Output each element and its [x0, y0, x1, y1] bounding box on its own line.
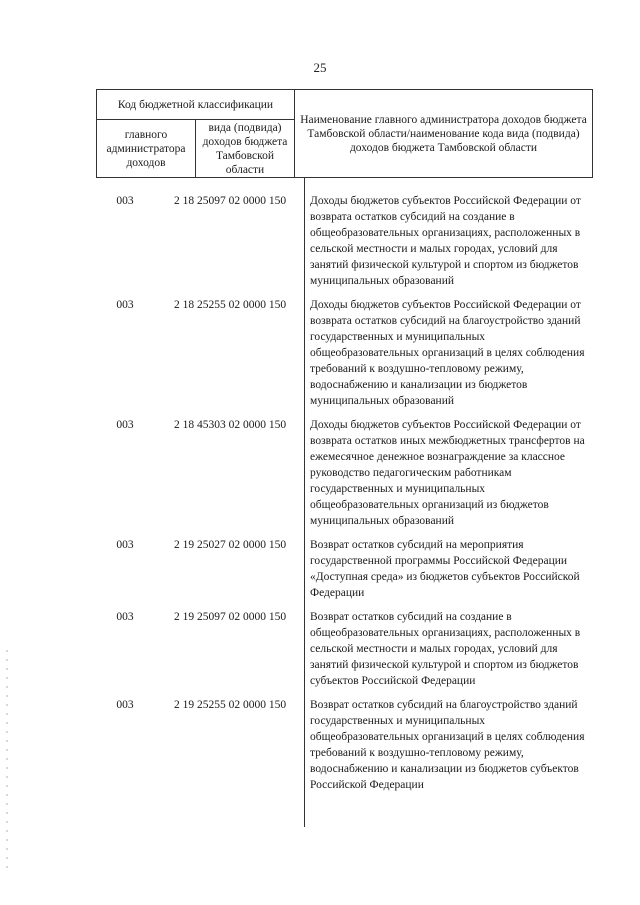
revenue-name-cell: Возврат остатков субсидий на мероприятия государственной программы Российской Федерации «Доступная среда» из бюджетов субъектов Российской Федерации [310, 539, 580, 599]
revenue-name-cell: Доходы бюджетов субъектов Российской Федерации от возврата остатков иных межбюджетных трансфертов на ежемесячное денежное вознаграждение за классное руководство педагогическим работникам государственных и муниципальных общеобразовательных организаций из бюджетов муниципальных образований [310, 419, 585, 527]
admin-code-cell: 003 [116, 539, 134, 551]
revenue-code-cell: 2 18 25097 02 0000 150 [173, 195, 287, 207]
revenue-name-cell: Возврат остатков субсидий на благоустройство зданий государственных и муниципальных общеобразовательных организаций в целях соблюдения требований к воздушно-тепловому режиму, водоснабжению и канализации из бюджетов субъектов Российской Федерации [310, 699, 585, 791]
revenue-code-cell: 2 18 45303 02 0000 150 [173, 419, 287, 431]
revenue-code-cell: 2 19 25027 02 0000 150 [173, 539, 287, 551]
revenue-code-cell: 2 18 25255 02 0000 150 [173, 299, 287, 311]
admin-code-cell: 003 [116, 419, 134, 431]
header-admin-column: главного администратора доходов [97, 120, 196, 178]
revenue-name-cell: Доходы бюджетов субъектов Российской Федерации от возврата остатков субсидий на благоустройство зданий государственных и муниципальных общеобразовательных организаций в целях соблюдения требований к воздушно-тепловому режиму, водоснабжению и канализации из бюджетов муниципальных образований [310, 299, 585, 407]
header-code-column: вида (подвида) доходов бюджета Тамбовской области [196, 120, 295, 178]
header-budget-classification-code: Код бюджетной классификации [97, 90, 295, 120]
table-body [96, 193, 593, 801]
header-table [96, 89, 593, 178]
page-number: 25 [313, 60, 327, 75]
admin-code-cell: 003 [116, 699, 134, 711]
admin-code-cell: 003 [116, 195, 134, 207]
table-row [96, 697, 593, 793]
header-name-column: Наименование главного администратора доходов бюджета Тамбовской области/наименование кода вида (подвида) доходов бюджета Тамбовской области [295, 90, 593, 178]
admin-code-cell: 003 [116, 611, 134, 623]
revenue-name-cell: Доходы бюджетов субъектов Российской Федерации от возврата остатков субсидий на создание в общеобразовательных организациях, расположенных в сельской местности и малых городах, условий для занятий физической культурой и спортом из бюджетов муниципальных образований [310, 195, 581, 287]
revenue-code-cell: 2 19 25097 02 0000 150 [173, 611, 287, 623]
revenue-code-cell: 2 19 25255 02 0000 150 [173, 699, 287, 711]
revenue-name-cell: Возврат остатков субсидий на создание в общеобразовательных организациях, расположенных в сельской местности и малых городах, условий для занятий физической культурой и спортом из бюджетов субъектов Российской Федерации [310, 611, 581, 687]
table-row [96, 609, 593, 689]
table-row [96, 417, 593, 529]
table-row [96, 193, 593, 289]
admin-code-cell: 003 [116, 299, 134, 311]
scan-artifact [6, 650, 8, 870]
table-row [96, 297, 593, 409]
table-row [96, 537, 593, 601]
